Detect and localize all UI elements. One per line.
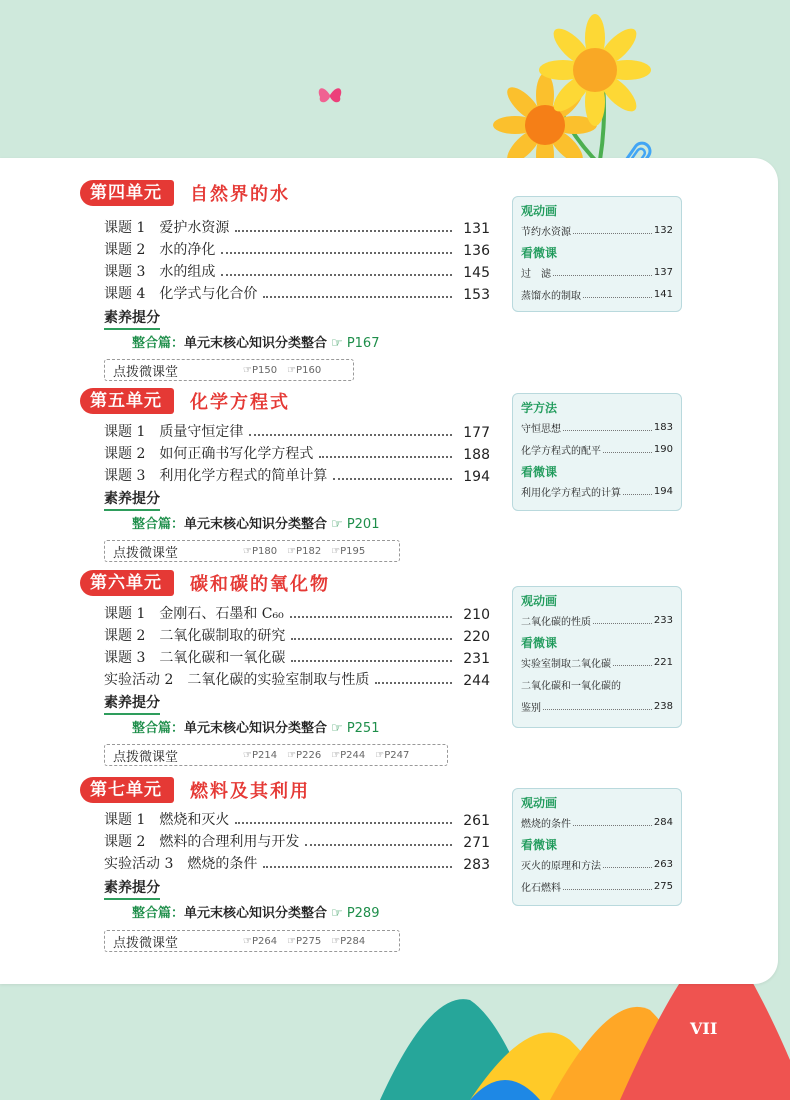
media-category: 学方法 — [521, 401, 558, 415]
media-item-label: 燃烧的条件 — [521, 818, 571, 830]
zhenghe-ref: ☞ P289 — [331, 906, 380, 921]
toc-entry-page: 244 — [463, 673, 490, 689]
zhenghe-text: 单元末核心知识分类整合 — [184, 906, 328, 921]
suyang-heading: 素养提分 — [104, 877, 160, 900]
suyang-heading: 素养提分 — [104, 488, 160, 511]
media-item-page: 190 — [653, 443, 673, 455]
toc-entry-page: 177 — [463, 425, 490, 441]
dianbo-box — [104, 540, 400, 562]
media-item[interactable] — [521, 416, 673, 438]
toc-entry-label: 课题 1 燃烧和灭火 — [104, 812, 230, 828]
dianbo-ref[interactable]: ☞P182 — [287, 545, 322, 557]
media-item-page: 137 — [653, 266, 673, 278]
media-category: 观动画 — [521, 594, 558, 608]
dianbo-label: 点拨微课堂 — [113, 935, 179, 951]
media-category: 看微课 — [521, 838, 558, 852]
toc-entry-label: 课题 4 化学式与化合价 — [104, 286, 258, 302]
zhenghe-text: 单元末核心知识分类整合 — [184, 721, 328, 736]
unit-title — [80, 180, 290, 206]
dianbo-ref[interactable]: ☞P180 — [243, 545, 278, 557]
zhenghe-entry[interactable] — [132, 717, 379, 736]
media-item-page: 275 — [653, 880, 673, 892]
unit-name: 自然界的水 — [190, 184, 290, 205]
zhenghe-label: 整合篇： — [132, 906, 185, 921]
zhenghe-ref: ☞ P201 — [331, 517, 380, 532]
toc-entry-page: 231 — [463, 651, 490, 667]
media-category: 看微课 — [521, 636, 558, 650]
dianbo-ref[interactable]: ☞P244 — [331, 749, 366, 761]
media-item-label: 二氧化碳的性质 — [521, 616, 591, 628]
toc-entry-page: 220 — [463, 629, 490, 645]
toc-entry-label: 实验活动 3 燃烧的条件 — [104, 856, 258, 872]
media-item-page: 132 — [653, 224, 673, 236]
unit-tag: 第六单元 — [80, 570, 174, 596]
media-item[interactable] — [521, 480, 673, 502]
toc-entry[interactable] — [104, 463, 490, 485]
toc-entry-page: 271 — [463, 835, 490, 851]
media-item[interactable] — [521, 651, 673, 673]
toc-entry[interactable] — [104, 645, 490, 667]
media-item-page: 141 — [653, 288, 673, 300]
toc-entry-page: 194 — [463, 469, 490, 485]
toc-entry[interactable] — [104, 851, 490, 873]
media-item-label: 化学方程式的配平 — [521, 445, 601, 457]
media-item[interactable] — [521, 261, 673, 283]
media-item[interactable] — [521, 609, 673, 631]
dianbo-label: 点拨微课堂 — [113, 749, 179, 765]
page-number: VII — [690, 1019, 718, 1038]
zhenghe-text: 单元末核心知识分类整合 — [184, 336, 328, 351]
media-item[interactable] — [521, 438, 673, 460]
media-box — [512, 393, 682, 511]
media-item-label: 二氧化碳和一氧化碳的 — [521, 680, 621, 692]
unit-tag: 第五单元 — [80, 388, 174, 414]
toc-entry[interactable] — [104, 419, 490, 441]
media-item[interactable] — [521, 853, 673, 875]
media-item[interactable] — [521, 283, 673, 305]
toc-entry-label: 实验活动 2 二氧化碳的实验室制取与性质 — [104, 672, 370, 688]
zhenghe-entry[interactable] — [132, 902, 379, 921]
zhenghe-entry[interactable] — [132, 332, 379, 351]
toc-entry[interactable] — [104, 667, 490, 689]
media-category: 观动画 — [521, 796, 558, 810]
sunflower-icon — [539, 14, 651, 126]
media-item[interactable] — [521, 695, 673, 717]
media-item-label: 过 滤 — [521, 268, 551, 280]
unit-tag: 第七单元 — [80, 777, 174, 803]
dianbo-box — [104, 930, 400, 952]
dianbo-ref[interactable]: ☞P226 — [287, 749, 322, 761]
dianbo-ref[interactable]: ☞P195 — [331, 545, 366, 557]
toc-entry[interactable] — [104, 807, 490, 829]
toc-entry-label: 课题 1 爱护水资源 — [104, 220, 230, 236]
dianbo-ref[interactable]: ☞P275 — [287, 935, 322, 947]
media-item-label: 鉴别 — [521, 702, 541, 714]
dianbo-ref[interactable]: ☞P284 — [331, 935, 366, 947]
toc-entry-page: 153 — [463, 287, 490, 303]
zhenghe-text: 单元末核心知识分类整合 — [184, 517, 328, 532]
media-box — [512, 586, 682, 728]
toc-entry-page: 131 — [463, 221, 490, 237]
zhenghe-label: 整合篇： — [132, 336, 185, 351]
suyang-heading: 素养提分 — [104, 307, 160, 330]
media-item-label: 守恒思想 — [521, 423, 561, 435]
media-category: 看微课 — [521, 246, 558, 260]
toc-entry[interactable] — [104, 623, 490, 645]
media-category: 看微课 — [521, 465, 558, 479]
toc-entry-label: 课题 2 燃料的合理利用与开发 — [104, 834, 300, 850]
toc-entry[interactable] — [104, 281, 490, 303]
unit-title — [80, 388, 290, 414]
unit-name: 化学方程式 — [190, 392, 290, 413]
toc-entry-label: 课题 2 二氧化碳制取的研究 — [104, 628, 286, 644]
suyang-heading: 素养提分 — [104, 692, 160, 715]
toc-entry[interactable] — [104, 829, 490, 851]
toc-entry[interactable] — [104, 601, 490, 623]
unit-tag: 第四单元 — [80, 180, 174, 206]
media-category: 观动画 — [521, 204, 558, 218]
unit-title — [80, 570, 330, 596]
media-item-page: 221 — [653, 656, 673, 668]
toc-entry-label: 课题 2 如何正确书写化学方程式 — [104, 446, 314, 462]
dianbo-label: 点拨微课堂 — [113, 364, 179, 380]
dianbo-ref[interactable]: ☞P160 — [287, 364, 322, 376]
toc-entry-label: 课题 2 水的净化 — [104, 242, 216, 258]
media-item[interactable] — [521, 811, 673, 833]
toc-entry-label: 课题 1 金刚石、石墨和 C₆₀ — [104, 606, 284, 622]
media-item-label: 节约水资源 — [521, 226, 571, 238]
toc-entry-page: 261 — [463, 813, 490, 829]
media-item-label: 实验室制取二氧化碳 — [521, 658, 611, 670]
dianbo-label: 点拨微课堂 — [113, 545, 179, 561]
unit-title — [80, 777, 310, 803]
toc-entry-page: 136 — [463, 243, 490, 259]
toc-entry[interactable] — [104, 441, 490, 463]
dianbo-ref[interactable]: ☞P264 — [243, 935, 278, 947]
toc-entry[interactable] — [104, 215, 490, 237]
media-item-label: 灭火的原理和方法 — [521, 860, 601, 872]
media-item-label: 利用化学方程式的计算 — [521, 487, 621, 499]
media-item-page: 194 — [653, 485, 673, 497]
unit-name: 碳和碳的氧化物 — [190, 574, 330, 595]
media-item[interactable] — [521, 875, 673, 897]
zhenghe-label: 整合篇： — [132, 517, 185, 532]
media-item-page: 238 — [653, 700, 673, 712]
toc-entry-page: 210 — [463, 607, 490, 623]
media-item-label: 蒸馏水的制取 — [521, 290, 581, 302]
toc-entry-label: 课题 3 利用化学方程式的简单计算 — [104, 468, 328, 484]
media-box — [512, 788, 682, 906]
media-item-label: 化石燃料 — [521, 882, 561, 894]
media-item-page: 284 — [653, 816, 673, 828]
toc-entry[interactable] — [104, 259, 490, 281]
dianbo-box — [104, 359, 354, 381]
zhenghe-ref: ☞ P251 — [331, 721, 380, 736]
dianbo-ref[interactable]: ☞P247 — [375, 749, 410, 761]
toc-entry[interactable] — [104, 237, 490, 259]
unit-name: 燃料及其利用 — [190, 781, 310, 802]
media-item-page: 263 — [653, 858, 673, 870]
media-box — [512, 196, 682, 312]
media-item[interactable] — [521, 219, 673, 241]
media-item-page: 183 — [653, 421, 673, 433]
toc-entry-page: 145 — [463, 265, 490, 281]
toc-entry-page: 283 — [463, 857, 490, 873]
zhenghe-entry[interactable] — [132, 513, 379, 532]
dianbo-ref[interactable]: ☞P150 — [243, 364, 278, 376]
toc-entry-label: 课题 3 水的组成 — [104, 264, 216, 280]
dianbo-ref[interactable]: ☞P214 — [243, 749, 278, 761]
media-item[interactable] — [521, 673, 673, 695]
toc-entry-page: 188 — [463, 447, 490, 463]
dianbo-box — [104, 744, 448, 766]
zhenghe-label: 整合篇： — [132, 721, 185, 736]
toc-entry-label: 课题 3 二氧化碳和一氧化碳 — [104, 650, 286, 666]
toc-entry-label: 课题 1 质量守恒定律 — [104, 424, 244, 440]
media-item-page: 233 — [653, 614, 673, 626]
zhenghe-ref: ☞ P167 — [331, 336, 380, 351]
